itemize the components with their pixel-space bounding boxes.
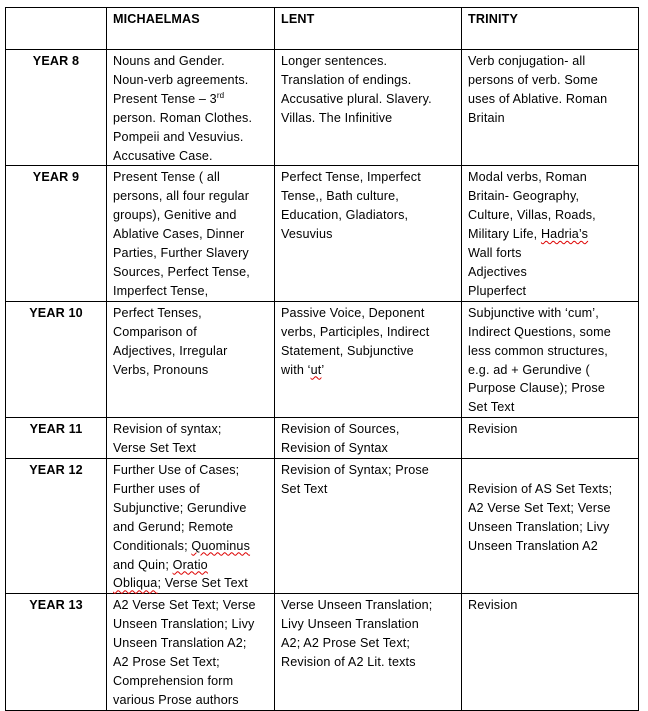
year-label: YEAR 12: [6, 459, 107, 594]
cell-line: Revision of AS Set Texts;: [468, 481, 613, 496]
cell-line: Present Tense ( all: [113, 170, 220, 185]
table-body: [6, 50, 639, 711]
cell-line: persons of verb. Some: [468, 72, 598, 87]
cell-line: with ‘ut’: [281, 362, 325, 377]
cell-trinity: [462, 301, 639, 417]
cell-line: and Gerund; Remote: [113, 519, 234, 534]
cell-trinity: [462, 594, 639, 710]
cell-line: Conditionals; Quominus: [113, 538, 251, 553]
cell-line: Education, Gladiators,: [281, 208, 409, 223]
cell-line: Revision of Syntax; Prose: [281, 463, 429, 478]
header-lent: LENT: [275, 8, 462, 50]
cell-line: Britain: [468, 110, 505, 125]
cell-line: Unseen Translation A2;: [113, 636, 247, 651]
cell-line: Accusative Case.: [113, 148, 213, 163]
cell-line: Perfect Tense, Imperfect: [281, 170, 421, 185]
cell-line: Comprehension form: [113, 674, 234, 688]
cell-line: Unseen Translation A2: [468, 538, 598, 553]
cell-line: Set Text: [468, 400, 515, 415]
cell-line: Verbs, Pronouns: [113, 362, 209, 377]
cell-michaelmas: [107, 459, 275, 594]
cell-michaelmas: [107, 418, 275, 459]
cell-lent: [275, 301, 462, 417]
cell-line: Revision: [468, 422, 518, 437]
cell-line: uses of Ablative. Roman: [468, 91, 608, 106]
header-row: [6, 8, 639, 50]
cell-line: Further Use of Cases;: [113, 463, 240, 478]
cell-line: Longer sentences.: [281, 54, 388, 68]
cell-trinity: [462, 50, 639, 166]
year-label: YEAR 8: [6, 50, 107, 166]
header-corner: [6, 8, 107, 50]
cell-line: Nouns and Gender.: [113, 54, 225, 68]
cell-lent: [275, 459, 462, 594]
cell-line: Pluperfect: [468, 283, 527, 298]
cell-line: Vesuvius: [281, 227, 333, 242]
cell-line: Britain- Geography,: [468, 189, 580, 204]
cell-line: Revision of A2 Lit. texts: [281, 655, 416, 670]
year-label: YEAR 13: [6, 594, 107, 710]
cell-line: Translation of endings.: [281, 72, 412, 87]
cell-line: Passive Voice, Deponent: [281, 305, 425, 320]
cell-lent: [275, 166, 462, 301]
table-row: [6, 50, 639, 166]
cell-line: Ablative Cases, Dinner: [113, 227, 245, 242]
cell-lent: [275, 594, 462, 710]
cell-line: Revision of Sources,: [281, 422, 400, 437]
cell-line: Set Text: [281, 481, 328, 496]
cell-line: Tense,, Bath culture,: [281, 189, 399, 204]
cell-line: Revision of syntax;: [113, 422, 222, 437]
cell-line: Accusative plural. Slavery.: [281, 91, 432, 106]
cell-line: A2 Verse Set Text; Verse: [113, 598, 256, 613]
cell-lent: [275, 418, 462, 459]
cell-lent: [275, 50, 462, 166]
cell-line: Culture, Villas, Roads,: [468, 208, 596, 223]
cell-line: Revision of Syntax: [281, 441, 388, 456]
curriculum-table: [5, 7, 639, 711]
header-michaelmas: MICHAELMAS: [107, 8, 275, 50]
cell-line: Revision: [468, 598, 518, 613]
table-row: [6, 594, 639, 710]
cell-line: Statement, Subjunctive: [281, 343, 414, 358]
cell-line: verbs, Participles, Indirect: [281, 324, 430, 339]
table-row: [6, 301, 639, 417]
cell-line: persons, all four regular: [113, 189, 250, 204]
cell-line: Further uses of: [113, 481, 200, 496]
cell-line: Indirect Questions, some: [468, 324, 611, 339]
table-row: [6, 166, 639, 301]
cell-line: Verb conjugation- all: [468, 54, 586, 68]
cell-michaelmas: [107, 166, 275, 301]
cell-line: Sources, Perfect Tense,: [113, 264, 250, 279]
cell-line: person. Roman Clothes.: [113, 110, 253, 125]
cell-line: Wall forts: [468, 246, 522, 261]
cell-line: Obliqua; Verse Set Text: [113, 576, 248, 591]
year-label: YEAR 11: [6, 418, 107, 459]
cell-line: Parties, Further Slavery: [113, 246, 249, 261]
cell-line: Present Tense – 3rd: [113, 90, 225, 106]
cell-michaelmas: [107, 594, 275, 710]
cell-line: Unseen Translation; Livy: [113, 617, 255, 632]
cell-line: Purpose Clause); Prose: [468, 381, 605, 396]
cell-line: A2 Prose Set Text;: [113, 655, 220, 670]
cell-trinity: [462, 459, 639, 594]
cell-trinity: [462, 166, 639, 301]
cell-michaelmas: [107, 301, 275, 417]
cell-line: Villas. The Infinitive: [281, 110, 393, 125]
year-label: YEAR 10: [6, 301, 107, 417]
cell-line: Adjectives, Irregular: [113, 343, 228, 358]
cell-line: Livy Unseen Translation: [281, 617, 419, 632]
cell-line: Perfect Tenses,: [113, 305, 202, 320]
cell-line: Military Life, Hadria’s: [468, 227, 589, 242]
table-row: [6, 459, 639, 594]
cell-line: e.g. ad + Gerundive (: [468, 362, 590, 377]
cell-line: Verse Set Text: [113, 441, 197, 456]
header-trinity: TRINITY: [462, 8, 639, 50]
cell-line: Subjunctive with ‘cum’,: [468, 305, 599, 320]
table-row: [6, 418, 639, 459]
cell-trinity: [462, 418, 639, 459]
cell-line: [468, 461, 632, 480]
cell-line: Noun-verb agreements.: [113, 72, 249, 87]
cell-line: less common structures,: [468, 343, 608, 358]
cell-michaelmas: [107, 50, 275, 166]
cell-line: Verse Unseen Translation;: [281, 598, 433, 613]
year-label: YEAR 9: [6, 166, 107, 301]
cell-line: Unseen Translation; Livy: [468, 519, 610, 534]
cell-line: Adjectives: [468, 264, 527, 279]
cell-line: Modal verbs, Roman: [468, 170, 587, 185]
cell-line: Comparison of: [113, 324, 197, 339]
cell-line: A2; A2 Prose Set Text;: [281, 636, 411, 651]
cell-line: groups), Genitive and: [113, 208, 237, 223]
cell-line: Imperfect Tense,: [113, 283, 209, 298]
cell-line: Subjunctive; Gerundive: [113, 500, 247, 515]
cell-line: Pompeii and Vesuvius.: [113, 129, 244, 144]
cell-line: and Quin; Oratio: [113, 557, 208, 572]
cell-line: various Prose authors: [113, 692, 239, 707]
cell-line: A2 Verse Set Text; Verse: [468, 500, 611, 515]
